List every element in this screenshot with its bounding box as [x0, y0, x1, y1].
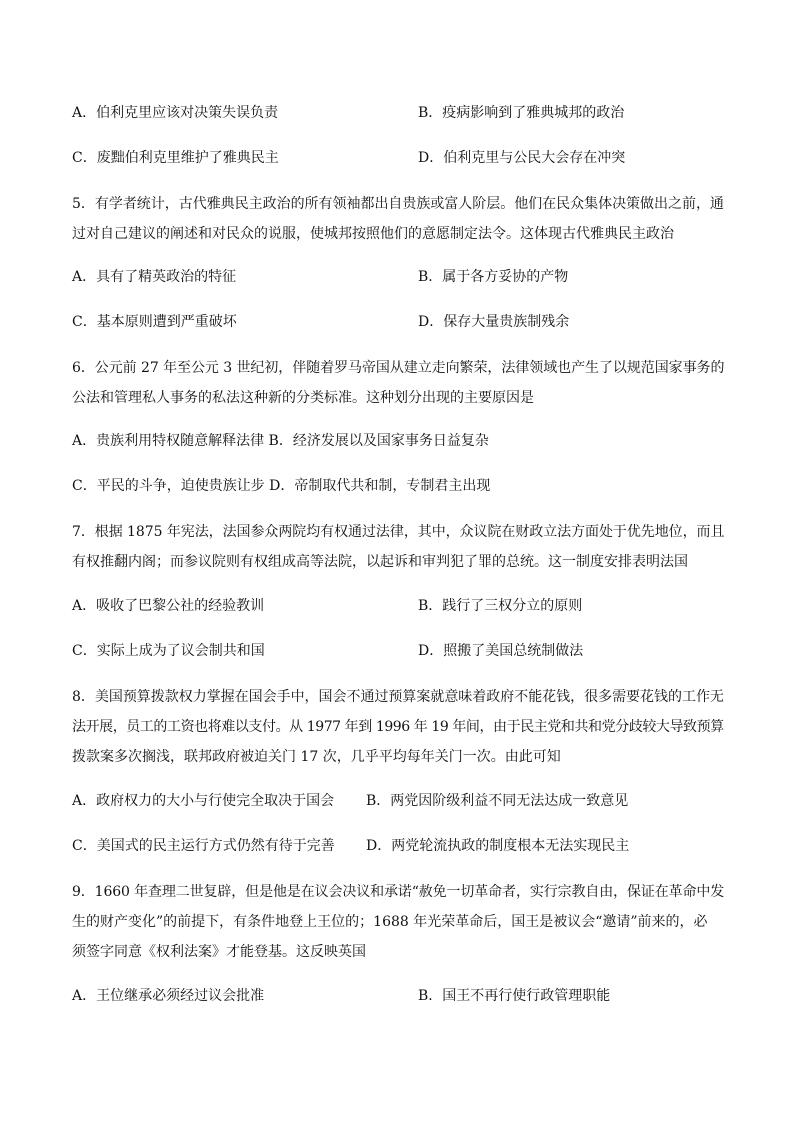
- q8-stem-line-3: 拨款案多次搁浅，联邦政府被迫关门 17 次，几乎平均每年关门一次。由此可知: [72, 749, 561, 765]
- q9-option-a[interactable]: A．王位继承必须经过议会批准: [72, 988, 265, 1004]
- q4-option-b[interactable]: B．疫病影响到了雅典城邦的政治: [418, 105, 625, 121]
- q7-option-a[interactable]: A．吸收了巴黎公社的经验教训: [72, 598, 265, 614]
- q6-stem-line-1: 6．公元前 27 年至公元 3 世纪初，伴随着罗马帝国从建立走向繁荣，法律领域也产生了以规范国家事务的: [72, 360, 725, 376]
- q9-stem-line-1: 9．1660 年查理二世复辟，但是他是在议会决议和承诺“赦免一切革命者，实行宗教自由，保证在革命中发: [72, 884, 725, 900]
- q5-option-b[interactable]: B．属于各方妥协的产物: [418, 269, 569, 285]
- q6-option-row-2[interactable]: C．平民的斗争，迫使贵族让步 D．帝制取代共和制，专制君主出现: [72, 478, 491, 494]
- q5-stem-line-1: 5．有学者统计，古代雅典民主政治的所有领袖都出自贵族或富人阶层。他们在民众集体决策做出之前，通: [72, 196, 724, 212]
- q5-stem-line-2: 过对自己建议的阐述和对民众的说服，使城邦按照他们的意愿制定法令。这体现古代雅典民主政治: [72, 226, 674, 242]
- q4-option-d[interactable]: D．伯利克里与公民大会存在冲突: [418, 150, 626, 166]
- q7-option-row-2: [72, 641, 584, 661]
- q8-option-a[interactable]: A．政府权力的大小与行使完全取决于国会: [72, 793, 335, 809]
- q4-option-a[interactable]: A．伯利克里应该对决策失误负责: [72, 105, 279, 121]
- q4-option-row-2: [72, 148, 626, 168]
- q8-stem-line-1: 8．美国预算拨款权力掌握在国会手中，国会不通过预算案就意味着政府不能花钱，很多需要花钱的工作无: [72, 689, 724, 705]
- q5-option-d[interactable]: D．保存大量贵族制残余: [418, 314, 570, 330]
- q7-option-b[interactable]: B．践行了三权分立的原则: [418, 598, 583, 614]
- q8-option-b[interactable]: B．两党因阶级利益不同无法达成一致意见: [366, 793, 629, 809]
- q7-option-row-1: [72, 596, 583, 616]
- q4-option-c[interactable]: C．废黜伯利克里维护了雅典民主: [72, 150, 279, 166]
- q8-option-row-2: [72, 836, 630, 856]
- q9-option-b[interactable]: B．国王不再行使行政管理职能: [418, 988, 611, 1004]
- q7-option-c[interactable]: C．实际上成为了议会制共和国: [72, 643, 265, 659]
- q5-option-a[interactable]: A．具有了精英政治的特征: [72, 269, 237, 285]
- q6-stem-line-2: 公法和管理私人事务的私法这种新的分类标准。这种划分出现的主要原因是: [72, 390, 534, 406]
- q8-option-c[interactable]: C．美国式的民主运行方式仍然有待于完善: [72, 838, 335, 854]
- q5-option-row-2: [72, 312, 570, 332]
- q7-stem-line-2: 有权推翻内阁；而参议院则有权组成高等法院，以起诉和审判犯了罪的总统。这一制度安排表明法国: [72, 554, 688, 570]
- q7-stem-line-1: 7．根据 1875 年宪法，法国参众两院均有权通过法律，其中，众议院在财政立法方面处于优先地位，而且: [72, 524, 725, 540]
- q8-stem-line-2: 法开展，员工的工资也将难以支付。从 1977 年到 1996 年 19 年间，由于民主党和共和党分歧较大导致预算: [72, 719, 724, 735]
- q9-stem-line-2: 生的财产变化”的前提下，有条件地登上王位的；1688 年光荣革命后，国王是被议会“邀请”前来的，必: [72, 914, 708, 930]
- q8-option-d[interactable]: D．两党轮流执政的制度根本无法实现民主: [366, 838, 630, 854]
- q7-option-d[interactable]: D．照搬了美国总统制做法: [418, 643, 584, 659]
- q9-stem-line-3: 须签字同意《权利法案》才能登基。这反映英国: [72, 944, 366, 960]
- q5-option-c[interactable]: C．基本原则遭到严重破坏: [72, 314, 237, 330]
- q5-option-row-1: [72, 267, 569, 287]
- q9-option-row-1: [72, 986, 611, 1006]
- q6-option-row-1[interactable]: A．贵族利用特权随意解释法律 B．经济发展以及国家事务日益复杂: [72, 433, 489, 449]
- q8-option-row-1: [72, 791, 629, 811]
- q4-option-row-1: [72, 103, 625, 123]
